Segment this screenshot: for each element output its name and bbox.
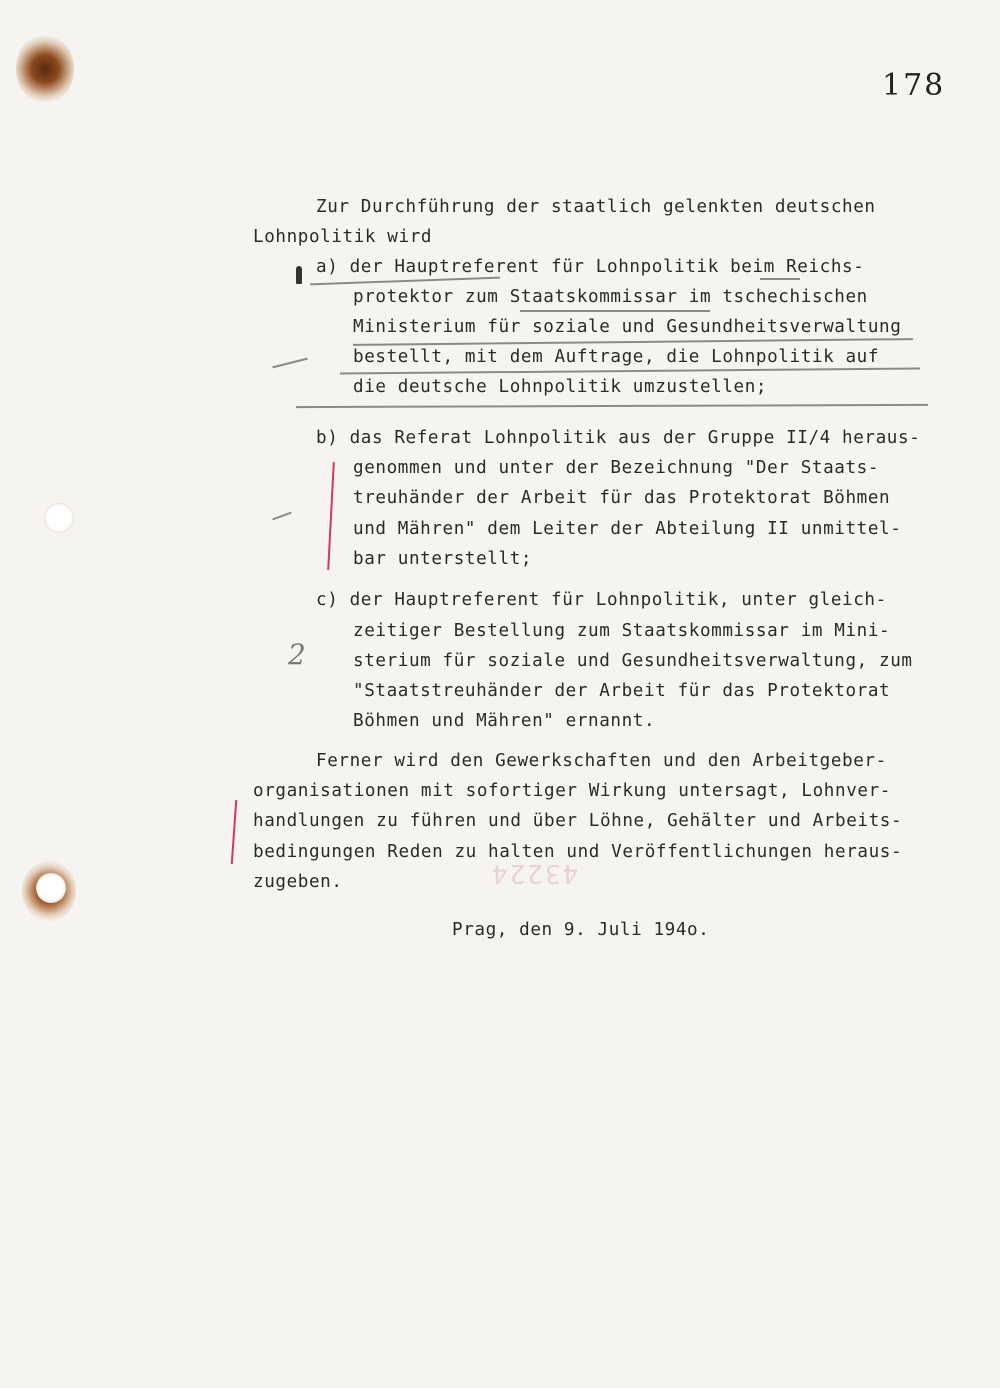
burn-mark-top — [16, 34, 74, 104]
item-c-line-3: sterium für soziale und Gesundheitsverwaltung, zum — [353, 651, 913, 671]
pencil-underline-3 — [520, 310, 710, 312]
intro-line-2: Lohnpolitik wird — [253, 227, 433, 247]
final-line-3: handlungen zu führen und über Löhne, Gehälter und Arbeits- — [253, 811, 903, 831]
item-a-line-5: die deutsche Lohnpolitik umzustellen; — [353, 377, 768, 397]
final-line-4: bedingungen Reden zu halten und Veröffentlichungen heraus- — [253, 842, 903, 862]
final-line-5: zugeben. — [253, 872, 343, 892]
place-date-line: Prag, den 9. Juli 194o. — [452, 920, 710, 940]
item-b-line-1: b) das Referat Lohnpolitik aus der Gruppe II/4 heraus- — [316, 428, 921, 448]
item-a-line-1: a) der Hauptreferent für Lohnpolitik beim Reichs- — [316, 257, 865, 277]
item-a-line-3: Ministerium für soziale und Gesundheitsverwaltung — [353, 317, 902, 337]
intro-line-1: Zur Durchführung der staatlich gelenkten deutschen — [316, 197, 876, 217]
final-line-1: Ferner wird den Gewerkschaften und den Arbeitgeber- — [316, 751, 887, 771]
item-a-line-4: bestellt, mit dem Auftrage, die Lohnpolitik auf — [353, 347, 880, 367]
page-number: 178 — [882, 68, 946, 103]
item-c-line-2: zeitiger Bestellung zum Staatskommissar im Mini- — [353, 621, 891, 641]
pencil-underline-6 — [296, 404, 928, 408]
stamp-show-through: 43224 — [490, 858, 579, 888]
pencil-digit-2: 2 — [288, 638, 307, 671]
final-line-2: organisationen mit sofortiger Wirkung untersagt, Lohnver- — [253, 781, 891, 801]
item-b-line-3: treuhänder der Arbeit für das Protektorat Böhmen — [353, 488, 891, 508]
item-b-line-4: und Mähren" dem Leiter der Abteilung II unmittel- — [353, 519, 902, 539]
pencil-arrow-mark — [296, 266, 302, 284]
pencil-check-mark-a — [272, 358, 307, 369]
item-b-line-2: genommen und unter der Bezeichnung "Der Staats- — [353, 458, 880, 478]
red-margin-line-b — [327, 462, 335, 570]
pencil-check-mark-b — [272, 512, 291, 521]
item-c-line-4: "Staatstreuhänder der Arbeit für das Protektorat — [353, 681, 891, 701]
item-a-line-2: protektor zum Staatskommissar im tschechischen — [353, 287, 868, 307]
red-margin-line-final — [231, 800, 237, 864]
item-c-line-1: c) der Hauptreferent für Lohnpolitik, unter gleich- — [316, 590, 887, 610]
punch-hole-lower — [36, 873, 66, 903]
pencil-underline-2 — [760, 278, 800, 280]
item-c-line-5: Böhmen und Mähren" ernannt. — [353, 711, 656, 731]
punch-hole-upper — [44, 503, 74, 533]
item-b-line-5: bar unterstellt; — [353, 549, 533, 569]
